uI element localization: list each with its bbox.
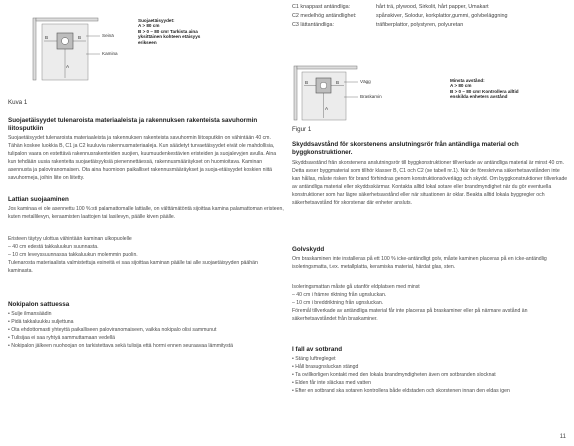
class-value: träfiberplattor, polystyren, polyuretan xyxy=(376,22,464,28)
section-body-floor-objects-sv: Föremål tillverkade av antändliga material får inte placeras på braskaminer eller på närmare avstånd än säkerhetsavståndet från braskaminer. xyxy=(292,308,528,322)
note-line-b: B > 0 – 80 cm! Kontrollera alltid xyxy=(450,88,519,94)
chimney-fire-list-sv xyxy=(292,356,568,396)
clearance-note-sv xyxy=(450,78,519,100)
note-line-a: A > 80 cm xyxy=(138,23,160,29)
label-wall: Vägg xyxy=(360,79,371,84)
list-item: • Ota ehdottomasti yhteyttä paikalliseen paloviranomaiseen, vaikka nokipalo olisi sammunut xyxy=(8,326,217,333)
label-stove: Braskamin xyxy=(360,94,382,99)
floor-extent-list-sv xyxy=(292,292,386,308)
section-heading-floor-fi: Lattian suojaaminen xyxy=(8,196,69,203)
floor-extent-list-fi xyxy=(8,244,138,260)
page-number: 11 xyxy=(559,434,566,440)
list-item: • Tulisijaa ei saa ryhtyä sammuttamaan vedellä xyxy=(8,334,115,341)
section-heading-chimney-fire-fi: Nokipalon sattuessa xyxy=(8,301,70,308)
section-body-floor-sv: Om braskaminen inte installeras på ett 100 % icke-antändligt golv, måste kaminen placeras på en icke-antändlig isoleringsmatta, t.ex. metallplatta, keramiska material, härdat glas, sten. xyxy=(292,256,547,270)
section-body-clearance-sv: Skyddsavstånd från skorstenens anslutningsrör till byggkonstruktioner tillverkade av antändliga material är minst 40 cm. Detta avser byggmaterial som tillhör klasser B, C1 och C2 (se tabell nr.1). När de föreskrivna säkerhetsavstånden inte kan hållas, måste risken för brand förhindras genom konstruktionsöverlägg och skydd. Om byggkonstruktioner tillverkade av antändliga material eller skyddsskärmar. Kontakta alltid lokal sotare eller brandmyndighet när du gör eventuella konstruktioner som har lägre säkerhetsavstånd eller när situationen är oklar. Beakta alltid lokala byggregler och säkerhetsavstånd för skorstenar där enheter ansluts. xyxy=(292,160,568,206)
list-item: • Pidä takkaluukku suljettuna xyxy=(8,318,74,325)
clearance-figure-fi xyxy=(30,16,130,86)
label-b-left: B xyxy=(45,35,49,40)
material-class-c2 xyxy=(292,12,508,20)
note-line-3: yksittäinen kohteen etäisyys xyxy=(138,34,201,40)
chimney-fire-list-fi xyxy=(8,311,284,351)
class-value: spånskiver, Solodur, korkplattor,gummi, golvbeläggning xyxy=(376,13,508,19)
label-b-right: B xyxy=(78,35,82,40)
material-class-c1 xyxy=(292,3,489,11)
section-heading-clearance-sv: Skyddsavstånd för skorstenens anslutningsrör från antändliga material och byggkonstruktioner. xyxy=(292,141,519,157)
label-b-right: B xyxy=(336,80,340,85)
section-heading-chimney-fire-sv: I fall av sotbrand xyxy=(292,346,343,353)
section-body-floor-objects-fi: Tulenarosta materiaalista valmistettuja esineitä ei saa sijoittaa kaminan päälle tai alle suojaetäisyyden päähän kaminasta. xyxy=(8,260,258,274)
section-heading-floor-sv: Golvskydd xyxy=(292,246,325,253)
material-class-c3 xyxy=(292,21,463,29)
class-value: hårt trä, plywood, Sirkolit, hårt papper, Umakart xyxy=(376,4,489,10)
label-a: A xyxy=(325,106,329,111)
note-line-4: erikseen xyxy=(138,39,157,45)
section-heading-clearance-fi: Suojaetäisyydet tulenaroista materiaaleista ja rakennuksen rakenteista savuhormin liitosputkiin xyxy=(8,117,258,133)
label-a: A xyxy=(66,64,70,69)
class-label: C1 knappast antändliga: xyxy=(292,4,351,10)
list-item: • Stäng luftregleget xyxy=(292,356,336,362)
note-title: Minsta avstånd: xyxy=(450,78,485,83)
note-line-b: B > 0 – 80 cm! Tarkista aina xyxy=(138,28,198,34)
list-item: • Elden får inte släckas med vatten xyxy=(292,379,371,386)
note-line-3: enskilda enheters avstånd xyxy=(450,94,508,100)
section-body-floor-extent-fi: Eristeen täytyy ulottua vähintään kaminan ulkopuolelle xyxy=(8,236,132,242)
list-item: – 40 cm edestä takkaluukun suunnasta. xyxy=(8,244,99,250)
clearance-figure-sv xyxy=(292,64,392,124)
label-stove: Kamina xyxy=(102,51,118,56)
list-item: • Sulje ilmansäädin xyxy=(8,311,52,317)
figure-caption-fi: Kuva 1 xyxy=(8,99,28,106)
class-label: C2 medelhög antändlighet: xyxy=(292,13,357,19)
section-body-clearance-fi: Suojaetäisyydet tulenaroista materiaaleista ja rakennuksen rakenteista savuhormin liitosputkiin on vähintään 40 cm. Tähän koskee luokkia B, C1 ja C2 kuuluvia rakennusmateriaaleja. Kun säädetyt turvaetäisyydet eivät ole mahdollisia, tulipalon vaara on estettävä rakennusrakenteiden suojien, kuumuudenkestävien eristeiden ja suojalevyjen avulla. Aina kun tehdään uusia rakenteita suojaetäisyyksiä pienennettäessä, rakennusmääräykset on huomioitava. Kaminan asennusta ja paloviranomaisen. Ota aina huomioon paikalliset rakennusmääräykset ja suoja-etäisyydet koskien niitä savuhormeja, joihin liite on liitetty. xyxy=(8,135,277,181)
list-item: – 40 cm i främre riktning från ugnsluckan. xyxy=(292,292,387,298)
section-body-floor-extent-sv: Isoleringsmattan måste gå utanför eldplatsen med minst xyxy=(292,284,420,290)
list-item: • Nokipalon jälkeen nuohoojan on tarkistettava sekä tulisija että hormi ennen seuraavaa lämmitystä xyxy=(8,342,233,349)
list-item: • Ta ovillkorligen kontakt med den lokala brandmyndigheten även om sotbranden slocknat xyxy=(292,371,496,378)
clearance-note-fi xyxy=(138,18,200,45)
note-title: Suojaetäisyydet: xyxy=(138,18,175,23)
list-item: • Håll brasugnsluckan stängd xyxy=(292,363,359,370)
list-item: – 10 cm leveyssuunnassa takkaluukun molemmin puolin. xyxy=(8,251,138,258)
class-label: C3 lättantändliga: xyxy=(292,22,334,28)
list-item: – 10 cm i breddriktning från ugnsluckan. xyxy=(292,299,384,306)
label-wall: Seinä xyxy=(102,33,114,38)
note-line-a: A > 80 cm xyxy=(450,83,472,89)
section-body-floor-fi: Jos kaminaa ei ole asennettu 100 %:sti palamattomalle lattialle, on välttämätöntä sijoittaa kamina palamattoman eristeen, kuten metallilevyn, keraamisten laattojen tai lasilevyn, päälle kiven päälle. xyxy=(8,206,284,220)
label-b-left: B xyxy=(305,80,309,85)
list-item: • Efter en sotbrand ska sotaren kontrollera både eldstaden och skorstenen innan den eldas igen xyxy=(292,387,510,394)
figure-caption-sv: Figur 1 xyxy=(292,126,312,133)
